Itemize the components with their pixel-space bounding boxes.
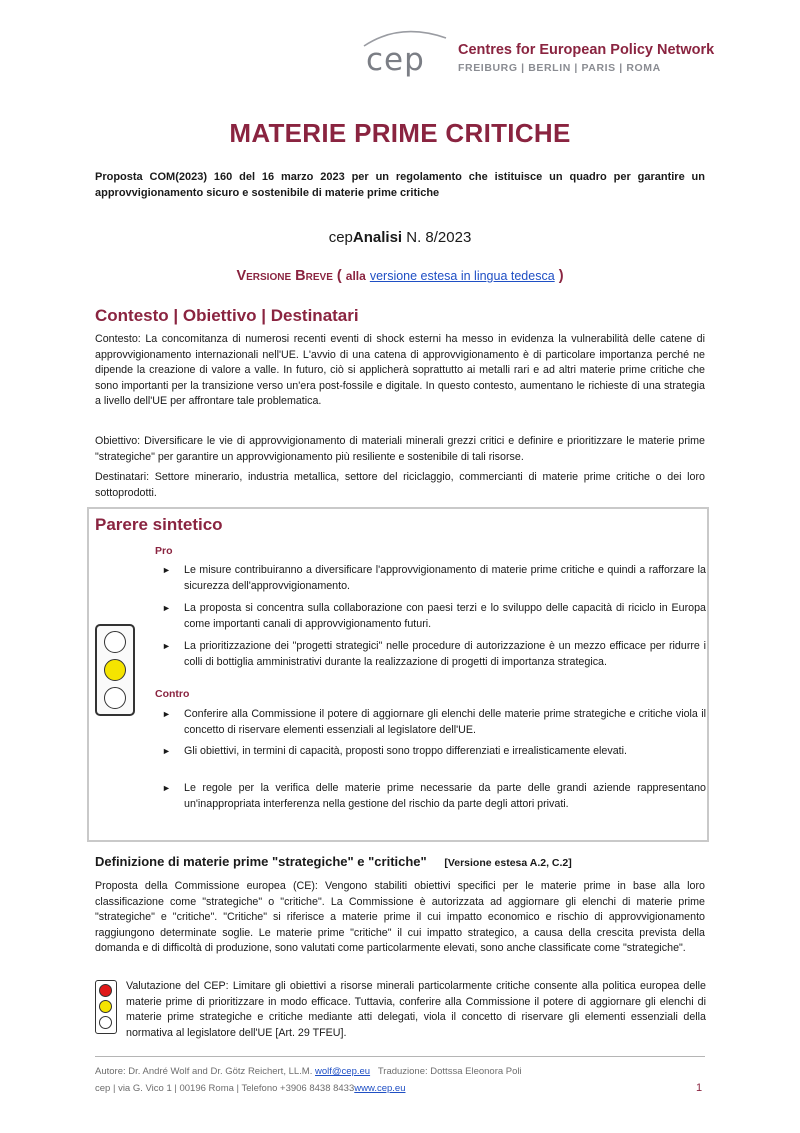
proposal-subtitle: Proposta COM(2023) 160 del 16 marzo 2023 per un regolamento che istituisce un quadro per garantire un approvvigionamento sicuro e sostenibile di materie prime critiche — [95, 171, 705, 199]
analysis-number — [0, 229, 800, 246]
definition-title: Definizione di materie prime "strategiche" e "critiche" — [95, 854, 427, 869]
footer-authors — [95, 1066, 522, 1077]
definition-paragraph: Proposta della Commissione europea (CE): Vengono stabiliti obiettivi specifici per le materie prime in base alla loro classificazione come "strategiche" o "critiche". La Commissione è autorizzata ad aggiornare gli elenchi di materie prime "strategiche" e "critiche". "Critiche" si riferisce a materie prime il cui impatto economico e rischio di approvvigionamento raggiungono determinate soglie. Le materie prime "critiche" il cui impatto strategico, a causa della crescita prevista della domanda e di difficoltà di produzione, sono valutati come particolarmente elevati, sono anche classificate come "strategiche". — [95, 880, 705, 954]
bullet-arrow-icon: ► — [162, 565, 171, 575]
definition-heading — [95, 854, 572, 869]
contro-item-text: Le regole per la verifica delle materie prime necessarie da parte delle grandi aziende rappresentano un'inappropriata interferenza nella gestione del rischio da parte degli attori privati. — [184, 782, 706, 810]
logo-brand: cep — [366, 42, 425, 78]
footer-address — [95, 1083, 406, 1094]
bullet-arrow-icon: ► — [162, 783, 171, 793]
long-version-link[interactable]: versione estesa in lingua tedesca — [369, 269, 555, 283]
pro-item — [162, 562, 706, 594]
light-top-lamp — [104, 631, 126, 653]
analysis-num: N. 8/2023 — [402, 229, 472, 246]
small-light-yellow-lamp — [99, 1000, 112, 1013]
version-close: ) — [558, 268, 564, 284]
pro-item-text: La proposta si concentra sulla collaborazione con paesi terzi e lo sviluppo delle capacità di riciclo in Europa come importanti canali di approvvigionamento futuri. — [184, 602, 706, 630]
bullet-arrow-icon: ► — [162, 603, 171, 613]
objective-paragraph: Obiettivo: Diversificare le vie di approvvigionamento di materiali minerali grezzi critici e definire e prioritizzare le materie prime "strategiche" per garantire un approvvigionamento più resiliente e sostenibile di tali risorse. — [95, 435, 705, 463]
small-light-red-lamp — [99, 984, 112, 997]
website-link[interactable]: www.cep.eu — [354, 1083, 406, 1094]
footer-author-text: Autore: Dr. André Wolf and Dr. Götz Reichert, LL.M. — [95, 1066, 316, 1077]
contro-item-text: Conferire alla Commissione il potere di aggiornare gli elenchi delle materie prime strategiche e critiche viola il concetto di riservare elementi essenziali al legislatore dell'UE. — [184, 708, 706, 736]
version-label: Versione Breve — [236, 268, 333, 284]
definition-ref: [Versione estesa A.2, C.2] — [444, 857, 572, 869]
logo-network-name: Centres for European Policy Network — [458, 42, 715, 58]
traffic-light-icon — [95, 624, 135, 716]
pro-item — [162, 600, 706, 632]
context-paragraph: Contesto: La concomitanza di numerosi recenti eventi di shock esterni ha messo in evidenza la vulnerabilità delle catene di approvvigionamento internazionali nell'UE. L'avvio di una catena di approvvigionamento è di particolare importanza perché ne dipende la creazione di valore a valle. In futuro, ciò si applicherà soprattutto ai metalli rari e ad altri materie prime critiche che sono importanti per la transizione verso un'era post-fossile e digitale. In questo contesto, aumentano le richieste di una strategia a livello dell'UE per affrontare tale problematica. — [95, 333, 705, 407]
small-light-bottom-lamp — [99, 1016, 112, 1029]
version-alla: alla — [345, 269, 366, 283]
contro-item — [162, 780, 706, 812]
audience-paragraph: Destinatari: Settore minerario, industria metallica, settore del riciclaggio, commercianti di materie prime critiche o dei loro sottoprodotti. — [95, 471, 705, 499]
author-email-link[interactable]: wolf@cep.eu — [315, 1066, 371, 1077]
analysis-bold: Analisi — [352, 229, 403, 246]
contro-label: Contro — [155, 688, 190, 700]
contro-item-text: Gli obiettivi, in termini di capacità, proposti sono troppo differenziati e irrealisticamente elevati. — [184, 745, 627, 757]
footer-address-text: cep | via G. Vico 1 | 00196 Roma | Telefono +3906 8438 8433 — [95, 1083, 355, 1094]
footer-divider — [95, 1056, 705, 1057]
version-open: ( — [336, 268, 342, 284]
summary-heading: Parere sintetico — [95, 515, 223, 534]
pro-label: Pro — [155, 545, 173, 557]
logo-cities: FREIBURG | BERLIN | PARIS | ROMA — [458, 62, 661, 74]
context-heading: Contesto | Obiettivo | Destinatari — [95, 306, 359, 325]
cep-logo — [358, 28, 718, 84]
contro-item — [162, 743, 706, 759]
traffic-light-small-icon — [95, 980, 117, 1034]
pro-item — [162, 638, 706, 670]
pro-item-text: La prioritizzazione dei "progetti strategici" nelle procedure di autorizzazione è un mezzo efficace per ridurre i colli di bottiglia amministrativi durante la realizzazione di progetti di importanza strategica. — [184, 640, 706, 668]
light-bottom-lamp — [104, 687, 126, 709]
bullet-arrow-icon: ► — [162, 641, 171, 651]
bullet-arrow-icon: ► — [162, 746, 171, 756]
page-title: MATERIE PRIME CRITICHE — [229, 118, 571, 148]
light-middle-lamp — [104, 659, 126, 681]
cep-evaluation: Valutazione del CEP: Limitare gli obiettivi a risorse minerali particolarmente critiche consente alla politica europea delle materie prime di prioritizzare in modo efficace. Tuttavia, conferire alla Commissione il potere di aggiornare gli elenchi di materie prime strategiche e critiche mediante atti delegati, viola il concetto di riservare gli elementi essenziali della normativa al legislatore dell'UE [Art. 29 TFEU]. — [126, 980, 706, 1039]
pro-item-text: Le misure contribuiranno a diversificare l'approvvigionamento di materie prime critiche e quindi a rafforzare la sicurezza dell'approvvigionamento. — [184, 564, 706, 592]
footer-translator: Traduzione: Dottssa Eleonora Poli — [370, 1066, 522, 1077]
page-number: 1 — [696, 1082, 703, 1094]
contro-item — [162, 706, 706, 738]
bullet-arrow-icon: ► — [162, 709, 171, 719]
analysis-prefix: cep — [328, 229, 353, 246]
version-line — [0, 268, 800, 284]
